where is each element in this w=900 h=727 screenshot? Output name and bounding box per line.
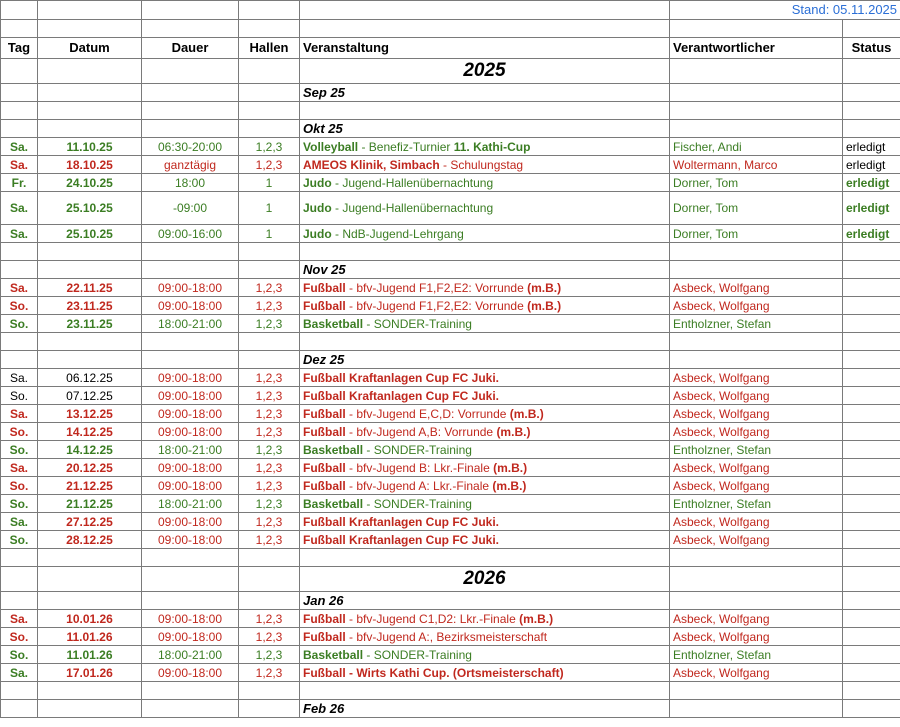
cell-status — [843, 441, 900, 459]
cell-verantwortlich: Asbeck, Wolfgang — [670, 279, 843, 297]
cell-veranstaltung — [300, 628, 670, 646]
event-note: 11. Kathi-Cup — [453, 139, 531, 154]
event-sport: Fußball — [303, 298, 346, 313]
cell-verantwortlich: Asbeck, Wolfgang — [670, 405, 843, 423]
cell-verantwortlich: Asbeck, Wolfgang — [670, 531, 843, 549]
event-row — [1, 664, 900, 682]
cell-tag: So. — [1, 441, 38, 459]
cell-tag: So. — [1, 477, 38, 495]
cell-hallen: 1,2,3 — [239, 297, 300, 315]
col-verantwortlich: Verantwortlicher — [670, 38, 843, 59]
cell-hallen: 1,2,3 — [239, 495, 300, 513]
month-row — [1, 700, 900, 718]
cell-dauer: 18:00-21:00 — [142, 495, 239, 513]
cell-tag: Fr. — [1, 174, 38, 192]
cell-tag: Sa. — [1, 192, 38, 225]
cell-hallen: 1,2,3 — [239, 441, 300, 459]
cell-tag: Sa. — [1, 369, 38, 387]
cell-datum: 27.12.25 — [38, 513, 142, 531]
month-row — [1, 351, 900, 369]
cell-dauer: 09:00-18:00 — [142, 387, 239, 405]
event-sport: Fußball — [303, 611, 346, 626]
cell-datum: 23.11.25 — [38, 315, 142, 333]
cell-status — [843, 387, 900, 405]
cell-datum: 21.12.25 — [38, 477, 142, 495]
event-row — [1, 387, 900, 405]
event-sport: Judo — [303, 226, 332, 241]
month-row — [1, 84, 900, 102]
cell-hallen: 1,2,3 — [239, 646, 300, 664]
cell-veranstaltung — [300, 138, 670, 156]
cell-verantwortlich: Entholzner, Stefan — [670, 441, 843, 459]
col-dauer: Dauer — [142, 38, 239, 59]
cell-tag: Sa. — [1, 138, 38, 156]
cell-datum: 10.01.26 — [38, 610, 142, 628]
event-row — [1, 459, 900, 477]
cell-tag: So. — [1, 531, 38, 549]
cell-dauer: 09:00-16:00 — [142, 225, 239, 243]
cell-hallen: 1,2,3 — [239, 369, 300, 387]
event-row — [1, 156, 900, 174]
cell-tag: So. — [1, 423, 38, 441]
cell-status — [843, 405, 900, 423]
cell-tag: Sa. — [1, 225, 38, 243]
cell-datum: 14.12.25 — [38, 441, 142, 459]
cell-tag: Sa. — [1, 405, 38, 423]
cell-verantwortlich: Asbeck, Wolfgang — [670, 628, 843, 646]
cell-dauer: 09:00-18:00 — [142, 369, 239, 387]
cell-verantwortlich: Asbeck, Wolfgang — [670, 664, 843, 682]
cell-datum: 24.10.25 — [38, 174, 142, 192]
cell-veranstaltung — [300, 610, 670, 628]
cell-verantwortlich: Asbeck, Wolfgang — [670, 459, 843, 477]
cell-status — [843, 423, 900, 441]
col-datum: Datum — [38, 38, 142, 59]
cell-dauer: 09:00-18:00 — [142, 628, 239, 646]
cell-tag: Sa. — [1, 664, 38, 682]
cell-dauer: 09:00-18:00 — [142, 664, 239, 682]
event-row — [1, 405, 900, 423]
cell-hallen: 1,2,3 — [239, 477, 300, 495]
cell-hallen: 1 — [239, 174, 300, 192]
month-label: Nov 25 — [300, 261, 670, 279]
cell-verantwortlich: Woltermann, Marco — [670, 156, 843, 174]
cell-veranstaltung — [300, 387, 670, 405]
cell-tag: So. — [1, 646, 38, 664]
month-label: Dez 25 — [300, 351, 670, 369]
cell-verantwortlich: Entholzner, Stefan — [670, 315, 843, 333]
cell-hallen: 1,2,3 — [239, 405, 300, 423]
cell-dauer: 09:00-18:00 — [142, 279, 239, 297]
cell-dauer: 06:30-20:00 — [142, 138, 239, 156]
blank-row — [1, 333, 900, 351]
cell-verantwortlich: Asbeck, Wolfgang — [670, 513, 843, 531]
cell-status — [843, 279, 900, 297]
cell-datum: 22.11.25 — [38, 279, 142, 297]
cell-datum: 28.12.25 — [38, 531, 142, 549]
cell-hallen: 1,2,3 — [239, 138, 300, 156]
month-label: Feb 26 — [300, 700, 670, 718]
month-label: Jan 26 — [300, 592, 670, 610]
cell-dauer: ganztägig — [142, 156, 239, 174]
cell-verantwortlich: Entholzner, Stefan — [670, 646, 843, 664]
cell-datum: 13.12.25 — [38, 405, 142, 423]
cell-veranstaltung — [300, 513, 670, 531]
cell-status — [843, 297, 900, 315]
cell-datum: 21.12.25 — [38, 495, 142, 513]
event-sport: Fußball — [303, 424, 346, 439]
cell-status: erledigt — [843, 192, 900, 225]
cell-veranstaltung — [300, 423, 670, 441]
cell-status — [843, 531, 900, 549]
event-note: (m.B.) — [492, 478, 527, 493]
cell-status — [843, 646, 900, 664]
cell-status: erledigt — [843, 174, 900, 192]
col-tag: Tag — [1, 38, 38, 59]
col-veranstaltung: Veranstaltung — [300, 38, 670, 59]
cell-hallen: 1 — [239, 225, 300, 243]
cell-veranstaltung — [300, 156, 670, 174]
cell-hallen: 1,2,3 — [239, 279, 300, 297]
cell-hallen: 1,2,3 — [239, 513, 300, 531]
cell-hallen: 1,2,3 — [239, 387, 300, 405]
cell-datum: 11.01.26 — [38, 628, 142, 646]
year-row — [1, 59, 900, 84]
event-sport: Basketball — [303, 442, 364, 457]
cell-status: erledigt — [843, 225, 900, 243]
event-sport: Fußball - Wirts Kathi Cup. (Ortsmeisterschaft) — [303, 665, 564, 680]
month-label: Okt 25 — [300, 120, 670, 138]
cell-status — [843, 369, 900, 387]
cell-dauer: 09:00-18:00 — [142, 610, 239, 628]
event-note: (m.B.) — [496, 424, 531, 439]
cell-verantwortlich: Dorner, Tom — [670, 192, 843, 225]
cell-verantwortlich: Asbeck, Wolfgang — [670, 387, 843, 405]
event-row — [1, 513, 900, 531]
cell-veranstaltung — [300, 315, 670, 333]
event-desc: - bfv-Jugend A:, Bezirksmeisterschaft — [345, 629, 548, 644]
event-desc: - bfv-Jugend C1,D2: Lkr.-Finale — [345, 611, 520, 626]
cell-status — [843, 495, 900, 513]
event-row — [1, 174, 900, 192]
cell-verantwortlich: Asbeck, Wolfgang — [670, 369, 843, 387]
event-sport: Fußball — [303, 280, 346, 295]
event-sport: Fußball Kraftanlagen Cup FC Juki. — [303, 370, 500, 385]
cell-datum: 18.10.25 — [38, 156, 142, 174]
cell-status: erledigt — [843, 138, 900, 156]
event-row — [1, 315, 900, 333]
cell-veranstaltung — [300, 405, 670, 423]
cell-tag: Sa. — [1, 610, 38, 628]
event-note: (m.B.) — [527, 280, 562, 295]
cell-hallen: 1,2,3 — [239, 531, 300, 549]
cell-status — [843, 315, 900, 333]
cell-dauer: 18:00-21:00 — [142, 441, 239, 459]
blank-row — [1, 243, 900, 261]
cell-dauer: 09:00-18:00 — [142, 477, 239, 495]
event-sport: Volleyball — [303, 139, 359, 154]
blank-row — [1, 102, 900, 120]
event-desc: - Schulungstag — [439, 157, 524, 172]
cell-status: erledigt — [843, 156, 900, 174]
cell-status — [843, 664, 900, 682]
year-title: 2025 — [300, 59, 670, 84]
event-desc: - NdB-Jugend-Lehrgang — [331, 226, 464, 241]
cell-tag: So. — [1, 495, 38, 513]
event-sport: Fußball — [303, 478, 346, 493]
cell-veranstaltung — [300, 174, 670, 192]
cell-dauer: 09:00-18:00 — [142, 531, 239, 549]
event-sport: Judo — [303, 175, 332, 190]
event-desc: - bfv-Jugend A: Lkr.-Finale — [345, 478, 493, 493]
event-sport: Basketball — [303, 647, 364, 662]
cell-status — [843, 628, 900, 646]
event-row — [1, 279, 900, 297]
year-title: 2026 — [300, 567, 670, 592]
cell-veranstaltung — [300, 225, 670, 243]
month-row — [1, 592, 900, 610]
cell-datum: 06.12.25 — [38, 369, 142, 387]
cell-veranstaltung — [300, 369, 670, 387]
event-desc: - Jugend-Hallenübernachtung — [331, 201, 494, 215]
cell-veranstaltung — [300, 477, 670, 495]
cell-dauer: 18:00 — [142, 174, 239, 192]
cell-verantwortlich: Asbeck, Wolfgang — [670, 423, 843, 441]
cell-veranstaltung — [300, 279, 670, 297]
stand-row — [1, 1, 900, 20]
cell-veranstaltung — [300, 495, 670, 513]
event-sport: Fußball Kraftanlagen Cup FC Juki. — [303, 388, 500, 403]
cell-veranstaltung — [300, 646, 670, 664]
cell-tag: Sa. — [1, 513, 38, 531]
cell-dauer: 09:00-18:00 — [142, 459, 239, 477]
cell-hallen: 1,2,3 — [239, 423, 300, 441]
blank-row — [1, 549, 900, 567]
event-row — [1, 531, 900, 549]
cell-hallen: 1,2,3 — [239, 664, 300, 682]
cell-verantwortlich: Asbeck, Wolfgang — [670, 477, 843, 495]
cell-tag: Sa. — [1, 279, 38, 297]
cell-hallen: 1,2,3 — [239, 459, 300, 477]
event-desc: - SONDER-Training — [363, 442, 472, 457]
cell-verantwortlich: Asbeck, Wolfgang — [670, 610, 843, 628]
event-row — [1, 225, 900, 243]
cell-tag: Sa. — [1, 156, 38, 174]
event-desc: - SONDER-Training — [363, 496, 472, 511]
event-sport: Fußball Kraftanlagen Cup FC Juki. — [303, 514, 500, 529]
event-desc: - bfv-Jugend E,C,D: Vorrunde — [345, 406, 510, 421]
cell-hallen: 1,2,3 — [239, 628, 300, 646]
cell-hallen: 1,2,3 — [239, 156, 300, 174]
month-row — [1, 261, 900, 279]
event-note: (m.B.) — [527, 298, 562, 313]
event-row — [1, 610, 900, 628]
cell-veranstaltung — [300, 459, 670, 477]
event-row — [1, 297, 900, 315]
cell-veranstaltung — [300, 192, 670, 225]
cell-dauer: 09:00-18:00 — [142, 405, 239, 423]
col-hallen: Hallen — [239, 38, 300, 59]
event-desc: - bfv-Jugend F1,F2,E2: Vorrunde — [345, 280, 528, 295]
event-sport: Judo — [303, 201, 332, 215]
cell-tag: So. — [1, 387, 38, 405]
event-row — [1, 423, 900, 441]
cell-datum: 07.12.25 — [38, 387, 142, 405]
stand-date: Stand: 05.11.2025 — [670, 1, 900, 20]
cell-hallen: 1,2,3 — [239, 610, 300, 628]
event-desc: - bfv-Jugend A,B: Vorrunde — [345, 424, 497, 439]
header-row — [1, 38, 900, 59]
cell-tag: So. — [1, 628, 38, 646]
event-desc: - Benefiz-Turnier — [358, 139, 454, 154]
col-status: Status — [843, 38, 900, 59]
cell-status — [843, 513, 900, 531]
cell-verantwortlich: Dorner, Tom — [670, 225, 843, 243]
cell-datum: 17.01.26 — [38, 664, 142, 682]
cell-dauer: 09:00-18:00 — [142, 423, 239, 441]
cell-datum: 14.12.25 — [38, 423, 142, 441]
event-desc: - bfv-Jugend B: Lkr.-Finale — [345, 460, 494, 475]
cell-dauer: 18:00-21:00 — [142, 646, 239, 664]
event-sport: AMEOS Klinik, Simbach — [303, 157, 440, 172]
event-row — [1, 628, 900, 646]
month-label: Sep 25 — [300, 84, 670, 102]
event-row — [1, 646, 900, 664]
event-sport: Fußball Kraftanlagen Cup FC Juki. — [303, 532, 500, 547]
event-row — [1, 441, 900, 459]
cell-hallen: 1,2,3 — [239, 315, 300, 333]
cell-dauer: 18:00-21:00 — [142, 315, 239, 333]
cell-datum: 23.11.25 — [38, 297, 142, 315]
cell-datum: 11.10.25 — [38, 138, 142, 156]
cell-tag: So. — [1, 297, 38, 315]
event-sport: Fußball — [303, 460, 346, 475]
event-row — [1, 495, 900, 513]
cell-verantwortlich: Fischer, Andi — [670, 138, 843, 156]
cell-datum: 20.12.25 — [38, 459, 142, 477]
event-note: (m.B.) — [493, 460, 528, 475]
cell-veranstaltung — [300, 664, 670, 682]
event-row — [1, 477, 900, 495]
cell-dauer: 09:00-18:00 — [142, 297, 239, 315]
event-desc: - Jugend-Hallenübernachtung — [331, 175, 494, 190]
cell-hallen: 1 — [239, 192, 300, 225]
event-desc: - SONDER-Training — [363, 647, 472, 662]
event-desc: - SONDER-Training — [363, 316, 472, 331]
cell-dauer: -09:00 — [142, 192, 239, 225]
cell-verantwortlich: Dorner, Tom — [670, 174, 843, 192]
event-sport: Fußball — [303, 629, 346, 644]
blank-row — [1, 20, 900, 38]
event-row — [1, 138, 900, 156]
event-sport: Fußball — [303, 406, 346, 421]
cell-dauer: 09:00-18:00 — [142, 513, 239, 531]
event-row — [1, 192, 900, 225]
cell-datum: 11.01.26 — [38, 646, 142, 664]
cell-veranstaltung — [300, 531, 670, 549]
cell-tag: So. — [1, 315, 38, 333]
blank-row — [1, 682, 900, 700]
event-sport: Basketball — [303, 316, 364, 331]
cell-status — [843, 610, 900, 628]
event-note: (m.B.) — [519, 611, 554, 626]
event-row — [1, 369, 900, 387]
event-desc: - bfv-Jugend F1,F2,E2: Vorrunde — [345, 298, 528, 313]
cell-veranstaltung — [300, 297, 670, 315]
event-note: (m.B.) — [509, 406, 544, 421]
year-row — [1, 567, 900, 592]
cell-veranstaltung — [300, 441, 670, 459]
cell-datum: 25.10.25 — [38, 192, 142, 225]
cell-status — [843, 459, 900, 477]
cell-status — [843, 477, 900, 495]
cell-datum: 25.10.25 — [38, 225, 142, 243]
event-sport: Basketball — [303, 496, 364, 511]
cell-tag: Sa. — [1, 459, 38, 477]
cell-verantwortlich: Entholzner, Stefan — [670, 495, 843, 513]
cell-verantwortlich: Asbeck, Wolfgang — [670, 297, 843, 315]
month-row — [1, 120, 900, 138]
